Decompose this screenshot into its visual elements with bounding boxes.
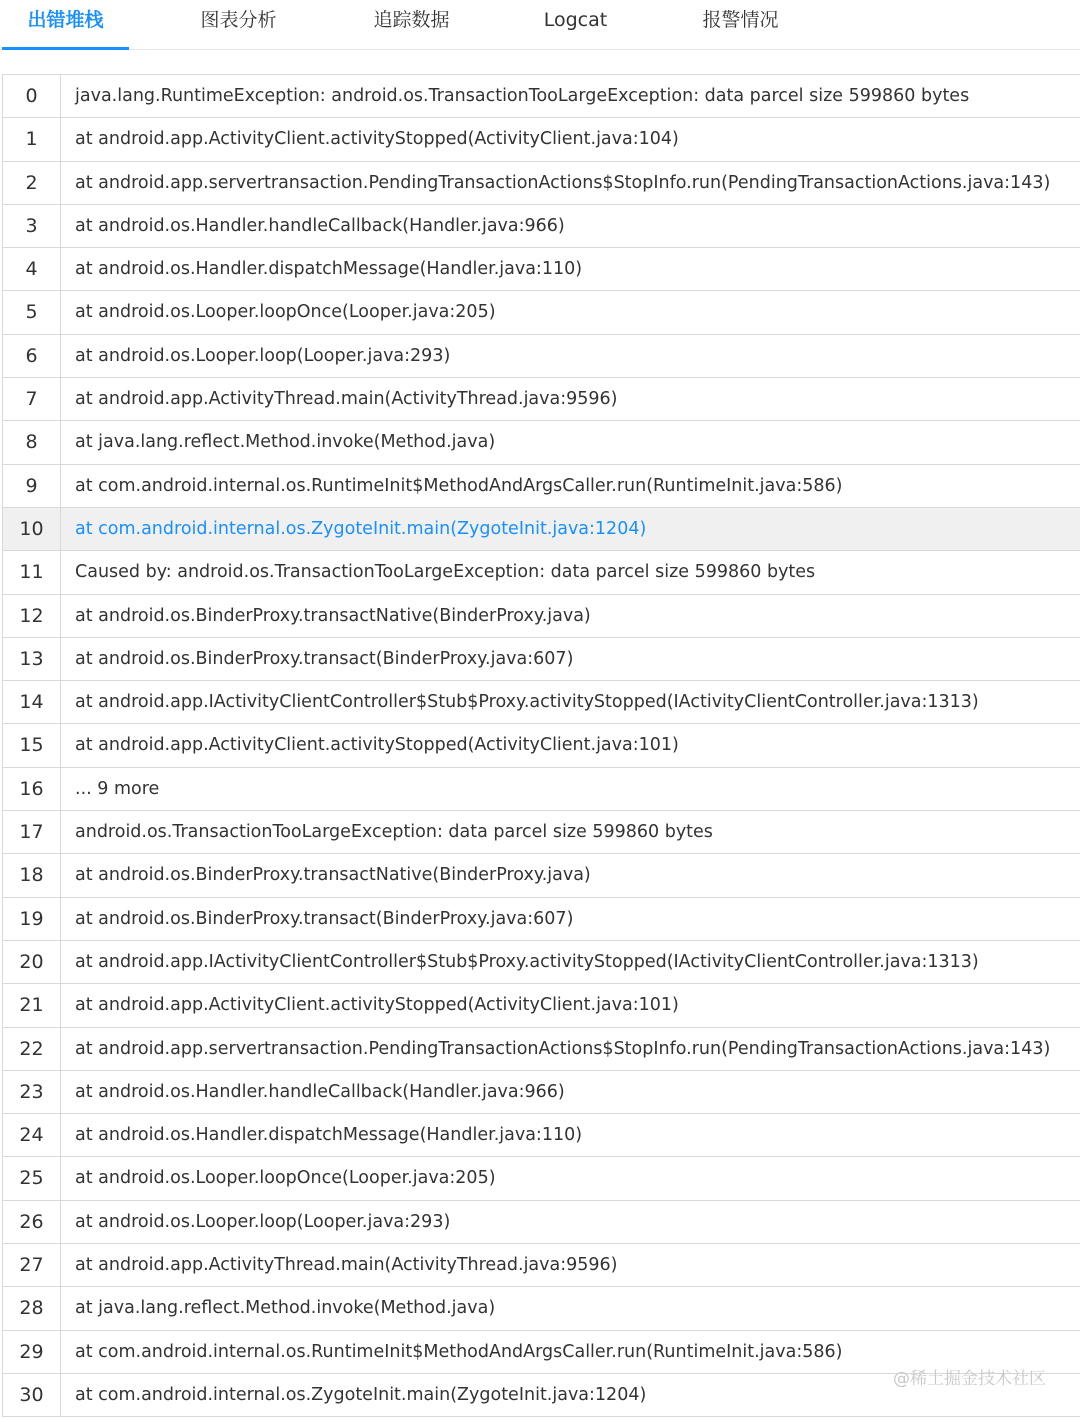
row-index: 26	[3, 1201, 61, 1243]
table-row[interactable]	[3, 248, 1080, 291]
stack-line-text: at java.lang.reflect.Method.invoke(Method.java)	[75, 1298, 496, 1319]
table-row[interactable]	[3, 75, 1080, 118]
row-index: 4	[3, 248, 61, 290]
tab-bar	[0, 0, 1080, 50]
row-index: 3	[3, 205, 61, 247]
table-row[interactable]	[3, 465, 1080, 508]
stack-line-text: at android.app.ActivityClient.activityStopped(ActivityClient.java:104)	[75, 129, 679, 150]
row-index: 2	[3, 162, 61, 204]
tab-error-stack[interactable]: 出错堆栈	[27, 9, 104, 31]
stack-line-text: at com.android.internal.os.ZygoteInit.main(ZygoteInit.java:1204)	[75, 1384, 647, 1405]
stack-line-text: ... 9 more	[75, 778, 160, 799]
row-index: 29	[3, 1331, 61, 1373]
table-row[interactable]	[3, 551, 1080, 594]
row-index: 10	[3, 508, 61, 550]
active-tab-indicator	[2, 47, 129, 50]
row-index: 23	[3, 1071, 61, 1113]
row-index: 9	[3, 465, 61, 507]
stack-line-text: at com.android.internal.os.RuntimeInit$MethodAndArgsCaller.run(RuntimeInit.java:586)	[75, 475, 843, 496]
table-row[interactable]	[3, 984, 1080, 1027]
stack-line-text: at android.app.servertransaction.PendingTransactionActions$StopInfo.run(PendingTransactionActions.java:143)	[75, 1038, 1051, 1059]
table-row[interactable]	[3, 768, 1080, 811]
row-index: 8	[3, 421, 61, 463]
stack-line-text: at android.os.Handler.handleCallback(Handler.java:966)	[75, 1081, 565, 1102]
row-index: 1	[3, 118, 61, 160]
stack-line-text: at android.app.ActivityThread.main(ActivityThread.java:9596)	[75, 1255, 618, 1276]
row-index: 12	[3, 595, 61, 637]
table-row[interactable]	[3, 291, 1080, 334]
row-index: 0	[3, 75, 61, 117]
stack-line-text: at android.os.Handler.handleCallback(Handler.java:966)	[75, 215, 565, 236]
row-index: 5	[3, 291, 61, 333]
row-index: 22	[3, 1028, 61, 1070]
table-row[interactable]	[3, 1244, 1080, 1287]
row-index: 27	[3, 1244, 61, 1286]
stack-line-text: at java.lang.reflect.Method.invoke(Method.java)	[75, 432, 496, 453]
row-index: 24	[3, 1114, 61, 1156]
stack-line-text: Caused by: android.os.TransactionTooLargeException: data parcel size 599860 bytes	[75, 562, 816, 583]
table-row[interactable]	[3, 378, 1080, 421]
stack-line-text: at android.app.IActivityClientController$Stub$Proxy.activityStopped(IActivityClientController.java:1313)	[75, 951, 979, 972]
table-row[interactable]	[3, 638, 1080, 681]
table-row[interactable]	[3, 118, 1080, 161]
table-row[interactable]	[3, 811, 1080, 854]
stack-line-text: at android.os.Looper.loopOnce(Looper.java:205)	[75, 302, 496, 323]
table-row[interactable]	[3, 854, 1080, 897]
stack-line-text: android.os.TransactionTooLargeException: data parcel size 599860 bytes	[75, 822, 713, 843]
table-row[interactable]	[3, 595, 1080, 638]
row-index: 28	[3, 1287, 61, 1329]
stack-line-text: at android.os.Looper.loopOnce(Looper.java:205)	[75, 1168, 496, 1189]
table-row[interactable]	[3, 941, 1080, 984]
stack-trace-table	[2, 74, 1080, 1417]
tab-trace-data[interactable]: 追踪数据	[373, 9, 450, 31]
tab-alerts[interactable]: 报警情况	[702, 9, 779, 31]
row-index: 19	[3, 898, 61, 940]
table-row[interactable]	[3, 162, 1080, 205]
table-row[interactable]	[3, 1114, 1080, 1157]
table-row[interactable]	[3, 1287, 1080, 1330]
table-row[interactable]	[3, 508, 1080, 551]
stack-line-text: at android.app.ActivityThread.main(ActivityThread.java:9596)	[75, 389, 618, 410]
row-index: 6	[3, 335, 61, 377]
row-index: 15	[3, 724, 61, 766]
row-index: 14	[3, 681, 61, 723]
stack-line-text: at android.os.BinderProxy.transactNative(BinderProxy.java)	[75, 865, 591, 886]
stack-line-text: at android.os.BinderProxy.transactNative(BinderProxy.java)	[75, 605, 591, 626]
table-row[interactable]	[3, 1201, 1080, 1244]
table-row[interactable]	[3, 421, 1080, 464]
row-index: 21	[3, 984, 61, 1026]
row-index: 30	[3, 1374, 61, 1416]
stack-line-text: java.lang.RuntimeException: android.os.TransactionTooLargeException: data parcel size 599860 bytes	[75, 86, 970, 106]
row-index: 20	[3, 941, 61, 983]
tab-logcat[interactable]: Logcat	[543, 9, 608, 31]
table-row[interactable]	[3, 681, 1080, 724]
table-row[interactable]	[3, 724, 1080, 767]
stack-line-text: at android.os.Looper.loop(Looper.java:293)	[75, 345, 451, 366]
row-index: 16	[3, 768, 61, 810]
stack-line-text: at com.android.internal.os.ZygoteInit.main(ZygoteInit.java:1204)	[75, 518, 647, 539]
table-row[interactable]	[3, 1071, 1080, 1114]
stack-line-text: at android.os.Handler.dispatchMessage(Handler.java:110)	[75, 259, 583, 280]
row-index: 7	[3, 378, 61, 420]
table-row[interactable]	[3, 335, 1080, 378]
stack-line-text: at android.app.ActivityClient.activityStopped(ActivityClient.java:101)	[75, 995, 679, 1016]
stack-line-text: at android.os.Handler.dispatchMessage(Handler.java:110)	[75, 1125, 583, 1146]
tab-chart-analysis[interactable]: 图表分析	[200, 9, 277, 31]
row-index: 13	[3, 638, 61, 680]
table-row[interactable]	[3, 898, 1080, 941]
stack-line-text: at com.android.internal.os.RuntimeInit$MethodAndArgsCaller.run(RuntimeInit.java:586)	[75, 1341, 843, 1362]
row-index: 17	[3, 811, 61, 853]
table-row[interactable]	[3, 205, 1080, 248]
row-index: 11	[3, 551, 61, 593]
table-row[interactable]	[3, 1157, 1080, 1200]
row-index: 18	[3, 854, 61, 896]
stack-line-text: at android.os.Looper.loop(Looper.java:293)	[75, 1211, 451, 1232]
watermark: @稀土掘金技术社区	[893, 1369, 1046, 1389]
stack-line-text: at android.app.servertransaction.PendingTransactionActions$StopInfo.run(PendingTransactionActions.java:143)	[75, 172, 1051, 193]
table-row[interactable]	[3, 1028, 1080, 1071]
stack-line-text: at android.app.IActivityClientController$Stub$Proxy.activityStopped(IActivityClientController.java:1313)	[75, 692, 979, 713]
stack-line-text: at android.app.ActivityClient.activityStopped(ActivityClient.java:101)	[75, 735, 679, 756]
stack-line-text: at android.os.BinderProxy.transact(BinderProxy.java:607)	[75, 908, 574, 929]
row-index: 25	[3, 1157, 61, 1199]
stack-line-text: at android.os.BinderProxy.transact(BinderProxy.java:607)	[75, 648, 574, 669]
